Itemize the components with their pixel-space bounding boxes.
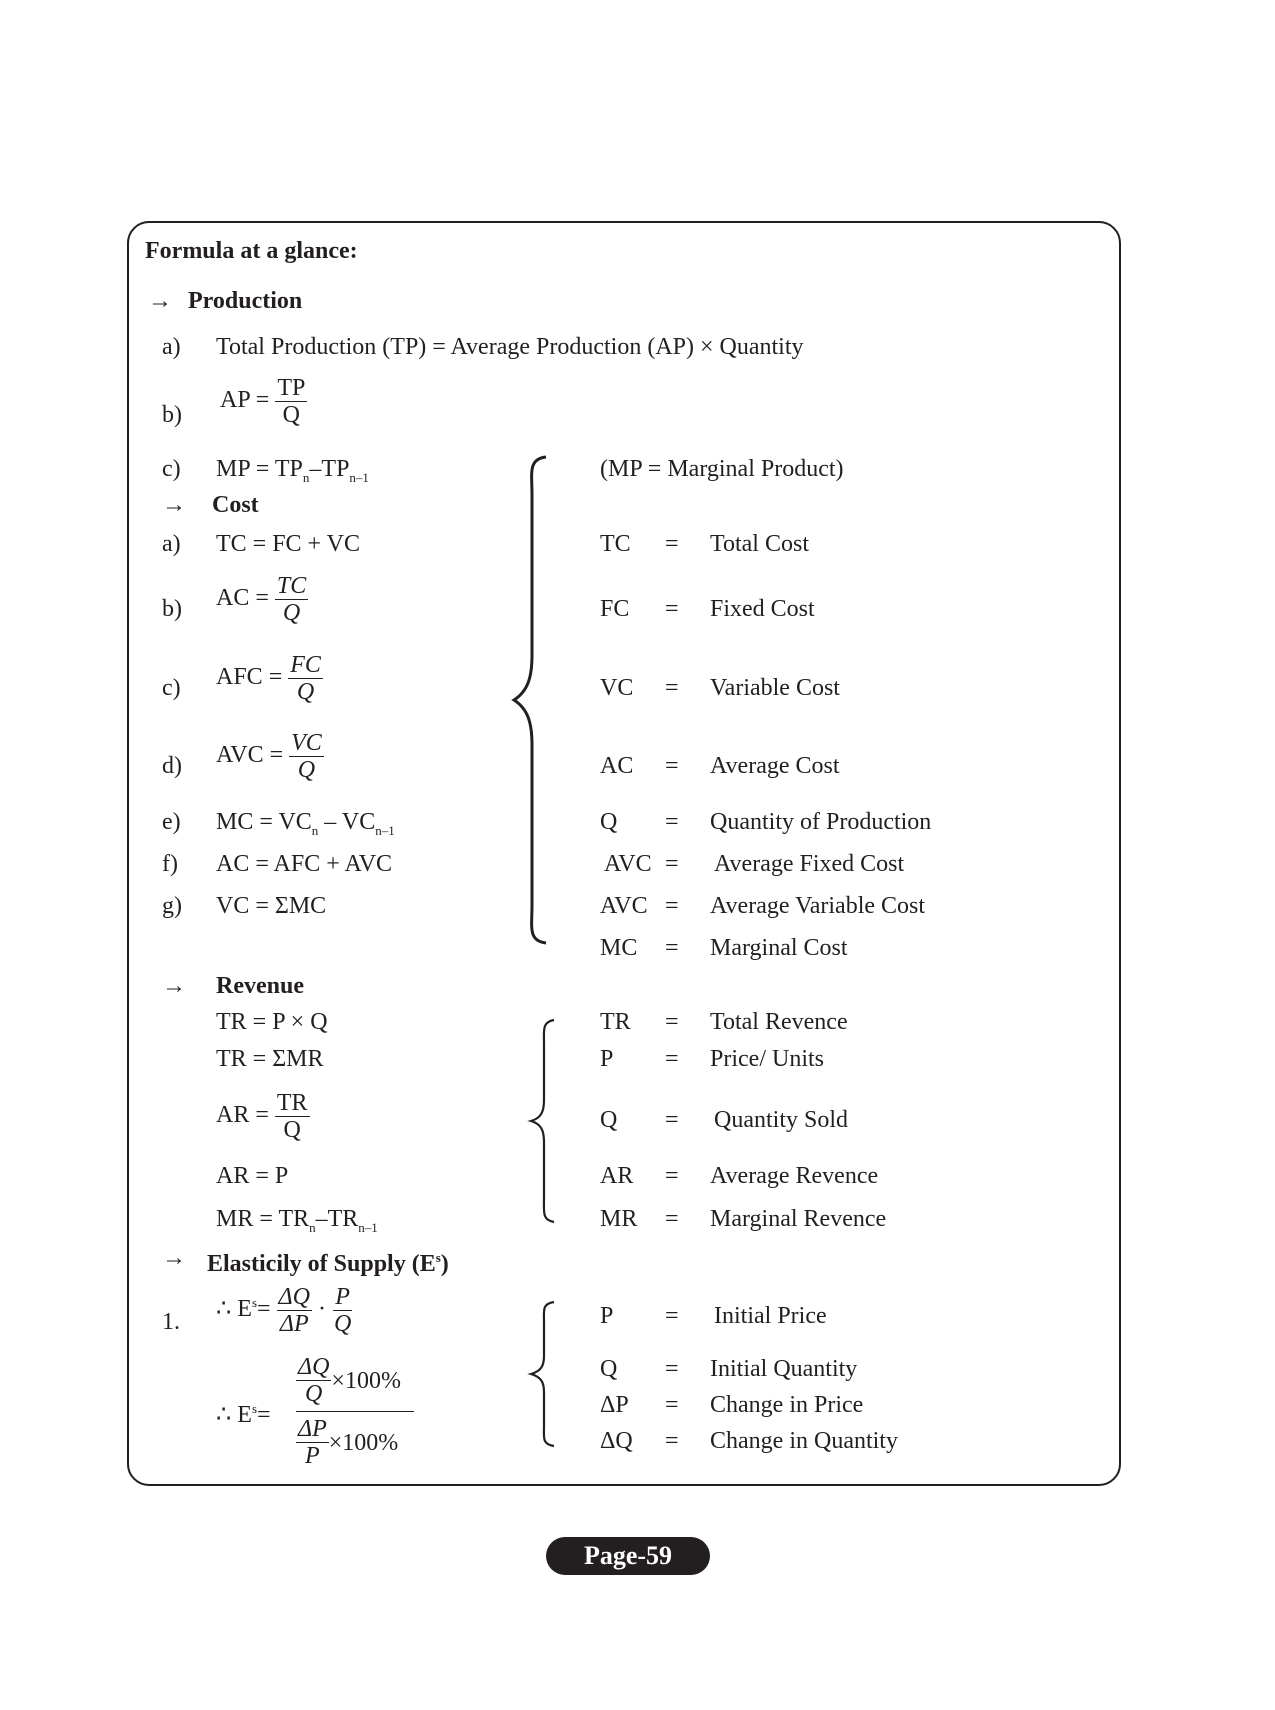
ap-formula xyxy=(220,375,307,428)
legend-desc: Fixed Cost xyxy=(710,596,815,622)
legend-abbr: AVC xyxy=(604,851,652,877)
page-number-badge: Page-59 xyxy=(546,1537,710,1575)
p-num: P xyxy=(335,1284,350,1310)
mp-note: (MP = Marginal Product) xyxy=(600,456,844,482)
afc-fraction xyxy=(288,652,323,705)
legend-eq: = xyxy=(665,1206,679,1232)
legend-desc: Initial Quantity xyxy=(710,1356,858,1382)
item-label: d) xyxy=(162,753,182,779)
ap-fraction xyxy=(275,375,307,428)
mp-sub-n1: n–1 xyxy=(349,469,369,485)
legend-desc: Quantity Sold xyxy=(714,1107,849,1133)
ac-sum-formula: AC = AFC + AVC xyxy=(216,851,393,877)
ac-den: Q xyxy=(282,600,301,626)
item-label: 1. xyxy=(162,1309,180,1335)
legend-abbr: MC xyxy=(600,935,638,961)
legend-desc: Marginal Cost xyxy=(710,935,848,961)
legend-eq: = xyxy=(665,935,679,961)
legend-eq: = xyxy=(665,1009,679,1035)
mr-pre: MR = TR xyxy=(216,1206,310,1232)
dq-dp-fraction xyxy=(277,1284,312,1337)
ac-fraction xyxy=(275,573,308,626)
mp-sub-n: n xyxy=(302,469,310,485)
legend-abbr: FC xyxy=(600,596,630,622)
p-den: P xyxy=(305,1443,320,1469)
tr-sum-formula: TR = ΣMR xyxy=(216,1046,324,1072)
production-title: Production xyxy=(188,288,303,314)
legend-abbr: TR xyxy=(600,1009,631,1035)
legend-desc: Initial Price xyxy=(714,1303,827,1329)
legend-eq: = xyxy=(665,1392,679,1418)
avc-den: Q xyxy=(297,757,316,783)
q-den: Q xyxy=(305,1381,323,1407)
es-sup: s xyxy=(251,1295,257,1311)
mr-mid: –TR xyxy=(315,1206,359,1232)
cost-title: Cost xyxy=(212,492,259,518)
ac-lhs: AC = xyxy=(216,585,269,612)
ar-p-formula: AR = P xyxy=(216,1163,289,1189)
legend-desc: Change in Price xyxy=(710,1392,864,1418)
arrow-icon: → xyxy=(148,288,172,314)
mp-mid: –TP xyxy=(309,456,350,482)
equals-sign: = xyxy=(257,1296,271,1323)
mc-sub-n1: n–1 xyxy=(375,822,395,838)
elasticity-brace xyxy=(528,1300,558,1448)
cost-brace xyxy=(510,455,550,945)
elasticity-title-text: Elasticily of Supply (E xyxy=(207,1251,436,1277)
tc-formula: TC = FC + VC xyxy=(216,531,360,557)
dot-operator: · xyxy=(317,1296,326,1323)
legend-eq: = xyxy=(665,893,679,919)
item-label: f) xyxy=(162,851,178,877)
legend-eq: = xyxy=(665,675,679,701)
q-den: Q xyxy=(333,1311,352,1337)
item-label: b) xyxy=(162,596,182,622)
legend-eq: = xyxy=(665,851,679,877)
legend-eq: = xyxy=(665,596,679,622)
legend-abbr: P xyxy=(600,1303,614,1329)
legend-desc: Average Revence xyxy=(710,1163,879,1189)
legend-eq: = xyxy=(665,1163,679,1189)
legend-desc: Quantity of Production xyxy=(710,809,932,835)
legend-abbr: ΔQ xyxy=(600,1428,633,1454)
ap-num: TP xyxy=(277,375,306,401)
item-label: c) xyxy=(162,675,181,701)
dq-q-fraction xyxy=(296,1354,331,1407)
elasticity-title-sup: s xyxy=(435,1250,441,1265)
legend-eq: = xyxy=(665,753,679,779)
mr-formula xyxy=(216,1205,378,1242)
ar-den: Q xyxy=(283,1117,301,1143)
ar-lhs: AR = xyxy=(216,1102,269,1129)
legend-desc: Change in Quantity xyxy=(710,1428,898,1454)
mr-sub-n1: n–1 xyxy=(358,1219,378,1235)
legend-eq: = xyxy=(665,1303,679,1329)
legend-abbr: VC xyxy=(600,675,634,701)
legend-desc: Average Fixed Cost xyxy=(714,851,905,877)
item-label: a) xyxy=(162,334,181,360)
item-label: g) xyxy=(162,893,182,919)
item-label: a) xyxy=(162,531,181,557)
arrow-icon: → xyxy=(162,1245,186,1271)
mc-pre: MC = VC xyxy=(216,809,312,835)
equals-sign: = xyxy=(257,1402,271,1428)
arrow-icon: → xyxy=(162,973,186,999)
legend-desc: Variable Cost xyxy=(710,675,840,701)
dp-p-fraction xyxy=(296,1416,329,1469)
es-sup: s xyxy=(251,1401,257,1416)
item-label: e) xyxy=(162,809,181,835)
times-100: ×100% xyxy=(331,1367,401,1394)
ar-num: TR xyxy=(276,1090,308,1116)
legend-desc: Total Cost xyxy=(710,531,809,557)
mc-sub-n: n xyxy=(311,822,319,838)
mp-formula xyxy=(216,455,369,492)
vc-sum-formula: VC = ΣMC xyxy=(216,893,327,919)
legend-abbr: Q xyxy=(600,1356,618,1382)
revenue-brace xyxy=(528,1018,558,1224)
mc-mid: – VC xyxy=(318,809,376,835)
legend-eq: = xyxy=(665,1107,679,1133)
legend-desc: Total Revence xyxy=(710,1009,848,1035)
item-label: b) xyxy=(162,402,182,428)
legend-abbr: Q xyxy=(600,809,618,835)
dq-num: ΔQ xyxy=(298,1354,330,1380)
mc-formula xyxy=(216,808,395,845)
legend-abbr: P xyxy=(600,1046,614,1072)
legend-abbr: AVC xyxy=(600,893,648,919)
elasticity-title xyxy=(207,1244,449,1278)
item-label: c) xyxy=(162,456,181,482)
legend-abbr: AC xyxy=(600,753,634,779)
ac-formula xyxy=(216,573,308,626)
legend-desc: Average Variable Cost xyxy=(710,893,926,919)
avc-lhs: AVC = xyxy=(216,742,284,769)
elasticity-compound-fraction xyxy=(296,1354,414,1469)
elasticity-formula-2-lhs xyxy=(216,1395,271,1429)
ap-lhs: AP = xyxy=(220,387,270,414)
legend-eq: = xyxy=(665,1428,679,1454)
afc-formula xyxy=(216,652,323,705)
section-heading: Formula at a glance: xyxy=(145,238,358,264)
afc-lhs: AFC = xyxy=(216,664,283,691)
legend-abbr: MR xyxy=(600,1206,638,1232)
afc-den: Q xyxy=(296,679,315,705)
dp-den: ΔP xyxy=(279,1311,309,1337)
afc-num: FC xyxy=(290,652,321,678)
main-fraction-bar xyxy=(296,1411,414,1412)
legend-eq: = xyxy=(665,1046,679,1072)
therefore-lhs: ∴ E xyxy=(216,1402,252,1428)
legend-eq: = xyxy=(665,809,679,835)
ar-fraction xyxy=(275,1090,310,1143)
dq-num: ΔQ xyxy=(278,1284,310,1310)
legend-abbr: ΔP xyxy=(600,1392,629,1418)
legend-desc: Marginal Revence xyxy=(710,1206,887,1232)
avc-formula xyxy=(216,730,324,783)
ac-num: TC xyxy=(276,573,307,599)
arrow-icon: → xyxy=(162,492,186,518)
therefore-lhs: ∴ E xyxy=(216,1296,252,1323)
legend-desc: Average Cost xyxy=(710,753,840,779)
legend-abbr: Q xyxy=(600,1107,618,1133)
legend-desc: Price/ Units xyxy=(710,1046,824,1072)
legend-eq: = xyxy=(665,531,679,557)
revenue-title: Revenue xyxy=(216,973,304,999)
elasticity-title-close: ) xyxy=(440,1251,449,1277)
tp-formula: Total Production (TP) = Average Production (AP) × Quantity xyxy=(216,334,804,360)
avc-fraction xyxy=(289,730,324,783)
dp-num: ΔP xyxy=(298,1416,327,1442)
ar-formula xyxy=(216,1090,310,1143)
tr-formula: TR = P × Q xyxy=(216,1009,328,1035)
mp-pre: MP = TP xyxy=(216,456,303,482)
legend-eq: = xyxy=(665,1356,679,1382)
elasticity-formula-1 xyxy=(216,1284,353,1337)
ap-den: Q xyxy=(282,402,300,428)
mr-sub-n: n xyxy=(309,1219,316,1235)
avc-num: VC xyxy=(291,730,322,756)
legend-abbr: AR xyxy=(600,1163,634,1189)
times-100: ×100% xyxy=(328,1429,399,1456)
legend-abbr: TC xyxy=(600,531,631,557)
p-q-fraction xyxy=(332,1284,353,1337)
